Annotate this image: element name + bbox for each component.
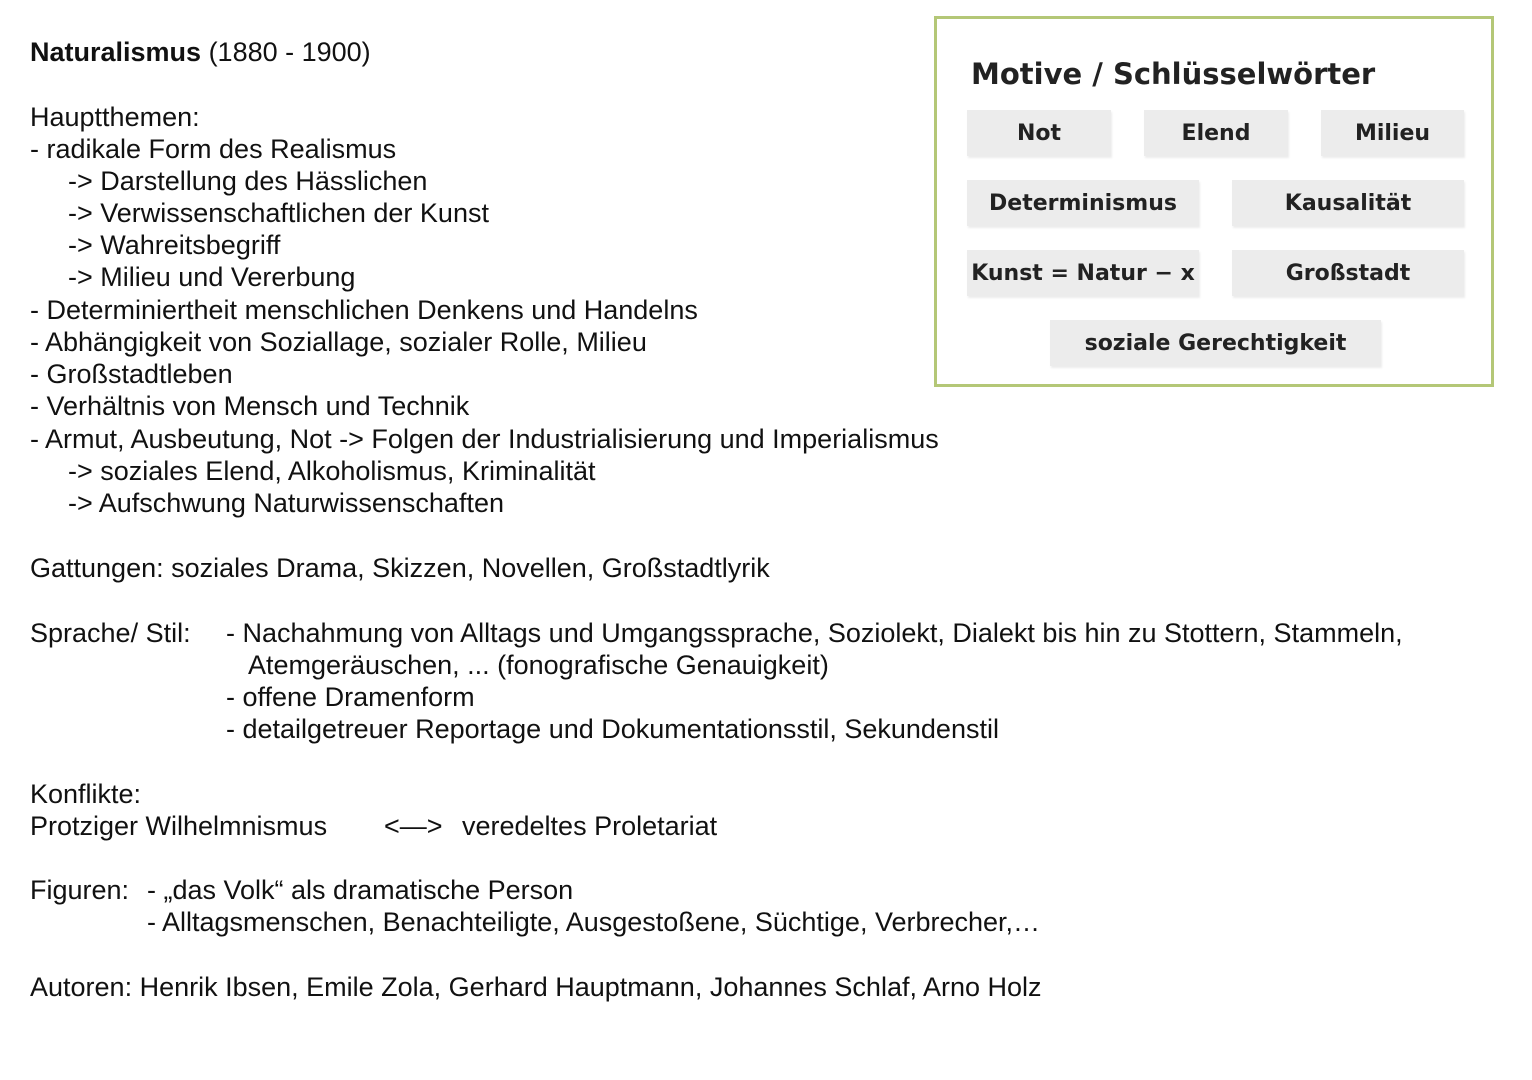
theme-line: -> Darstellung des Hässlichen	[68, 166, 428, 196]
style-line: - detailgetreuer Reportage und Dokumentationsstil, Sekundenstil	[226, 714, 999, 744]
theme-line: -> Wahreitsbegriff	[68, 230, 281, 260]
title-date-range: (1880 - 1900)	[201, 37, 371, 67]
motive-chip-not: Not	[967, 110, 1111, 156]
page-title	[30, 36, 371, 68]
style-line: - offene Dramenform	[226, 682, 475, 712]
motive-chip-determinismus: Determinismus	[967, 180, 1199, 226]
style-label: Sprache/ Stil:	[30, 618, 191, 648]
authors-line: Autoren: Henrik Ibsen, Emile Zola, Gerhard Hauptmann, Johannes Schlaf, Arno Holz	[30, 972, 1042, 1002]
motives-title: Motive / Schlüsselwörter	[971, 57, 1376, 91]
theme-line: - Verhältnis von Mensch und Technik	[30, 391, 470, 421]
figures-label: Figuren:	[30, 875, 130, 905]
style-line: Atemgeräuschen, ... (fonografische Genauigkeit)	[248, 650, 829, 680]
theme-line: -> soziales Elend, Alkoholismus, Kriminalität	[68, 456, 596, 486]
figures-line: - Alltagsmenschen, Benachteiligte, Ausgestoßene, Süchtige, Verbrecher,…	[147, 907, 1041, 937]
theme-line: - Großstadtleben	[30, 359, 233, 389]
theme-line: -> Aufschwung Naturwissenschaften	[68, 488, 504, 518]
motive-chip-milieu: Milieu	[1321, 110, 1464, 156]
theme-line: - Abhängigkeit von Soziallage, sozialer Rolle, Milieu	[30, 327, 647, 357]
title-bold: Naturalismus	[30, 37, 202, 67]
conflict-right: veredeltes Proletariat	[462, 811, 718, 841]
theme-line: - Armut, Ausbeutung, Not -> Folgen der Industrialisierung und Imperialismus	[30, 424, 939, 454]
conflict-left: Protziger Wilhelmnismus	[30, 811, 328, 841]
style-line: - Nachahmung von Alltags und Umgangssprache, Soziolekt, Dialekt bis hin zu Stottern, Stammeln,	[226, 618, 1403, 648]
figures-line: - „das Volk“ als dramatische Person	[147, 875, 574, 905]
theme-line: - Determiniertheit menschlichen Denkens und Handelns	[30, 295, 698, 325]
motive-chip-grossstadt: Großstadt	[1232, 250, 1464, 296]
genres-line: Gattungen: soziales Drama, Skizzen, Novellen, Großstadtlyrik	[30, 553, 770, 583]
conflict-arrow: <—>	[384, 811, 443, 841]
conflicts-heading: Konflikte:	[30, 779, 142, 809]
motives-box	[934, 16, 1494, 387]
motive-chip-soziale-gerechtigkeit: soziale Gerechtigkeit	[1050, 320, 1381, 366]
themes-heading: Hauptthemen:	[30, 102, 200, 132]
theme-line: - radikale Form des Realismus	[30, 134, 397, 164]
motive-chip-kausalitaet: Kausalität	[1232, 180, 1464, 226]
motive-chip-elend: Elend	[1144, 110, 1288, 156]
theme-line: -> Milieu und Vererbung	[68, 262, 356, 292]
theme-line: -> Verwissenschaftlichen der Kunst	[68, 198, 489, 228]
motive-chip-kunst-natur: Kunst = Natur − x	[967, 250, 1199, 296]
